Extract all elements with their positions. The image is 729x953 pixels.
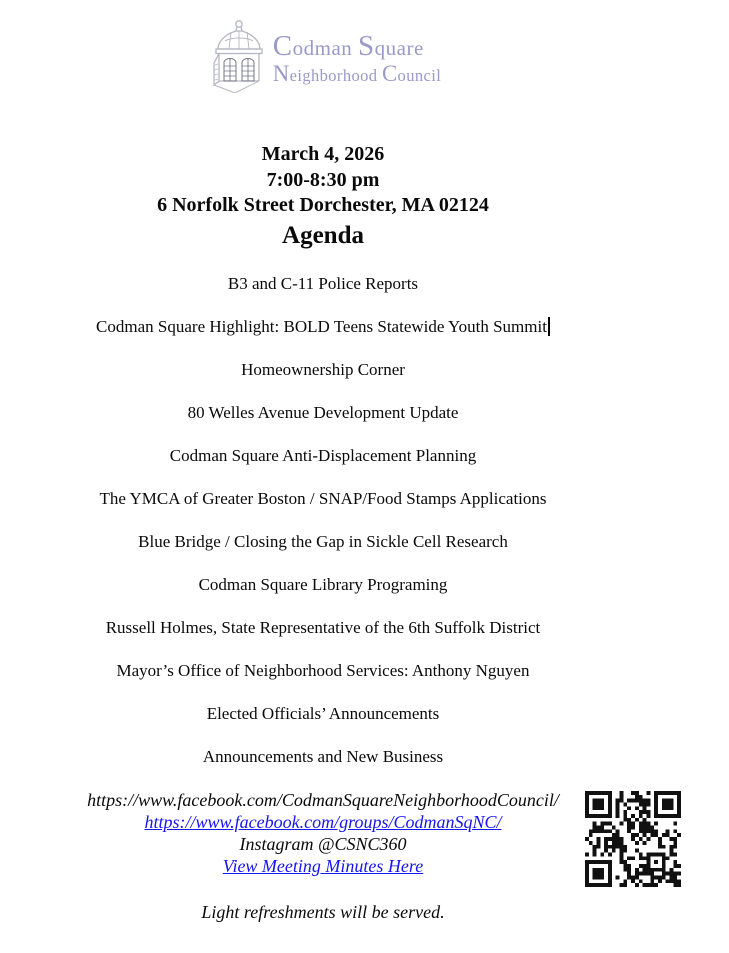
meeting-minutes-link[interactable]: View Meeting Minutes Here [222,855,424,876]
agenda-item: Codman Square Anti-Displacement Planning [169,445,477,465]
logo-subtitle: Neighborhood Council [272,60,442,86]
meeting-date: March 4, 2026 [261,143,385,165]
meeting-location: 6 Norfolk Street Dorchester, MA 02124 [157,194,489,216]
agenda-item: Announcements and New Business [202,746,444,766]
agenda-item: Homeownership Corner [241,359,405,379]
facebook-page-url: https://www.facebook.com/CodmanSquareNeighborhoodCouncil/ [87,789,559,810]
agenda-item: B3 and C-11 Police Reports [227,273,419,293]
cupola-building-icon [205,19,271,98]
agenda-list [0,273,646,768]
qr-code [585,791,681,887]
org-logo [0,20,646,97]
text-cursor [548,317,550,336]
meeting-time: 7:00-8:30 pm [266,168,380,191]
facebook-group-link[interactable]: https://www.facebook.com/groups/CodmanSqNC/ [144,811,502,832]
meeting-header [0,142,646,219]
agenda-item: Codman Square Highlight: BOLD Teens Statewide Youth Summit [0,316,646,338]
instagram-handle: Instagram @CSNC360 [239,833,407,854]
agenda-item: Mayor’s Office of Neighborhood Services: Anthony Nguyen [116,660,530,680]
social-links-block [0,789,646,877]
closing-note: Light refreshments will be served. [201,901,445,922]
agenda-item: Elected Officials’ Announcements [206,703,440,723]
agenda-item: 80 Welles Avenue Development Update [187,402,459,422]
agenda-item: Codman Square Library Programing [198,574,448,594]
agenda-item: The YMCA of Greater Boston / SNAP/Food Stamps Applications [99,488,547,508]
agenda-item: Blue Bridge / Closing the Gap in Sickle Cell Research [138,531,508,551]
logo-title: Codman Square [272,29,424,62]
page-title: Agenda [282,221,364,249]
agenda-item: Russell Holmes, State Representative of the 6th Suffolk District [105,617,541,637]
